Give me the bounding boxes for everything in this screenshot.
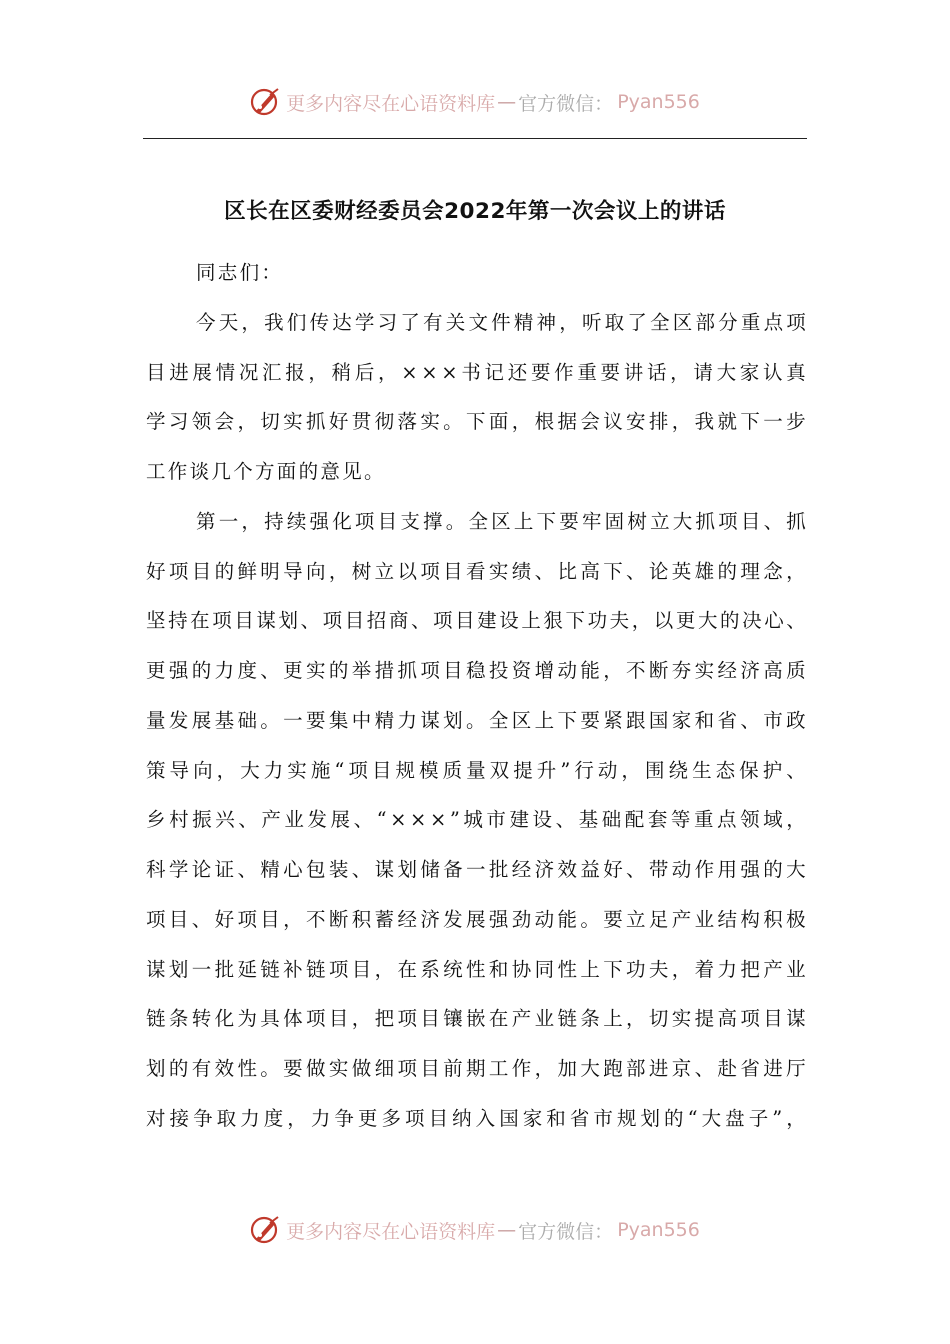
footer-banner xyxy=(0,1210,950,1250)
body-line: 学 习 领 会 ， 切 实 抓 好 贯 彻 落 实 。 下 面 ， 根 据 会 议 安 排 ， 我 就 下 一 步 xyxy=(146,410,806,434)
header-divider xyxy=(143,138,807,139)
body-line: 乡 村 振 兴 、 产 业 发 展 、 “ × × × ” 城 市 建 设 、 基 础 配 套 等 重 点 领 域 ， xyxy=(146,808,806,832)
body-line: 更 强 的 力 度 、 更 实 的 举 措 抓 项 目 稳 投 资 增 动 能 ， 不 断 夯 实 经 济 高 质 xyxy=(146,659,806,682)
banner-dash: — xyxy=(497,91,517,113)
body-line: 科 学 论 证 、 精 心 包 装 、 谋 划 储 备 一 批 经 济 效 益 好 、 带 动 作 用 强 的 大 xyxy=(146,858,806,881)
body-line: 策 导 向 ， 大 力 实 施 “ 项 目 规 模 质 量 双 提 升 ” 行 动 ， 围 绕 生 态 保 护 、 xyxy=(146,758,806,782)
body-line: 第 一 ， 持 续 强 化 项 目 支 撑 。 全 区 上 下 要 牢 固 树 立 大 抓 项 目 、 抓 xyxy=(196,509,806,533)
body-line: 工作谈几个方面的意见。 xyxy=(146,460,386,483)
banner-slogan: 更多内容尽在心语资料库 xyxy=(286,1220,496,1243)
body-line: 量 发 展 基 础 。 一 要 集 中 精 力 谋 划 。 全 区 上 下 要 紧 跟 国 家 和 省 、 市 政 xyxy=(146,708,806,732)
body-line: 好 项 目 的 鲜 明 导 向 ， 树 立 以 项 目 看 实 绩 、 比 高 下 、 论 英 雄 的 理 念 ， xyxy=(146,559,806,583)
banner-wechat-id: Pyan556 xyxy=(617,1219,700,1241)
body-line: 划 的 有 效 性 。 要 做 实 做 细 项 目 前 期 工 作 ， 加 大 跑 部 进 京 、 赴 省 进 厅 xyxy=(146,1057,806,1080)
body-line: 链 条 转 化 为 具 体 项 目 ， 把 项 目 镶 嵌 在 产 业 链 条 上 ， 切 实 提 高 项 目 谋 xyxy=(146,1007,806,1031)
body-line: 坚 持 在 项 目 谋 划 、 项 目 招 商 、 项 目 建 设 上 狠 下 功 夫 ， 以 更 大 的 决 心 、 xyxy=(146,609,806,633)
banner-wechat-label: 官方微信： xyxy=(518,1220,614,1243)
pen-logo-icon xyxy=(250,1215,280,1245)
header-banner xyxy=(0,82,950,122)
banner-slogan: 更多内容尽在心语资料库 xyxy=(286,92,496,115)
banner-wechat-label: 官方微信： xyxy=(518,92,614,115)
body-line: 项 目 、 好 项 目 ， 不 断 积 蓄 经 济 发 展 强 劲 动 能 。 要 立 足 产 业 结 构 积 极 xyxy=(146,907,806,931)
salutation-line: 同志们： xyxy=(196,261,284,284)
banner-dash: — xyxy=(497,1219,517,1241)
body-line: 今 天 ， 我 们 传 达 学 习 了 有 关 文 件 精 神 ， 听 取 了 全 区 部 分 重 点 项 xyxy=(196,310,806,334)
body-line: 目 进 展 情 况 汇 报 ， 稍 后 ， × × × 书 记 还 要 作 重 要 讲 话 ， 请 大 家 认 真 xyxy=(146,360,806,384)
document-title: 区长在区委财经委员会2022年第一次会议上的讲话 xyxy=(224,199,726,225)
document-body xyxy=(146,248,806,1144)
body-line: 谋 划 一 批 延 链 补 链 项 目 ， 在 系 统 性 和 协 同 性 上 下 功 夫 ， 着 力 把 产 业 xyxy=(146,957,806,981)
banner-wechat-id: Pyan556 xyxy=(617,91,700,113)
body-line: 对 接 争 取 力 度 ， 力 争 更 多 项 目 纳 入 国 家 和 省 市 规 划 的 “ 大 盘 子 ” ， xyxy=(146,1106,806,1130)
pen-logo-icon xyxy=(250,87,280,117)
